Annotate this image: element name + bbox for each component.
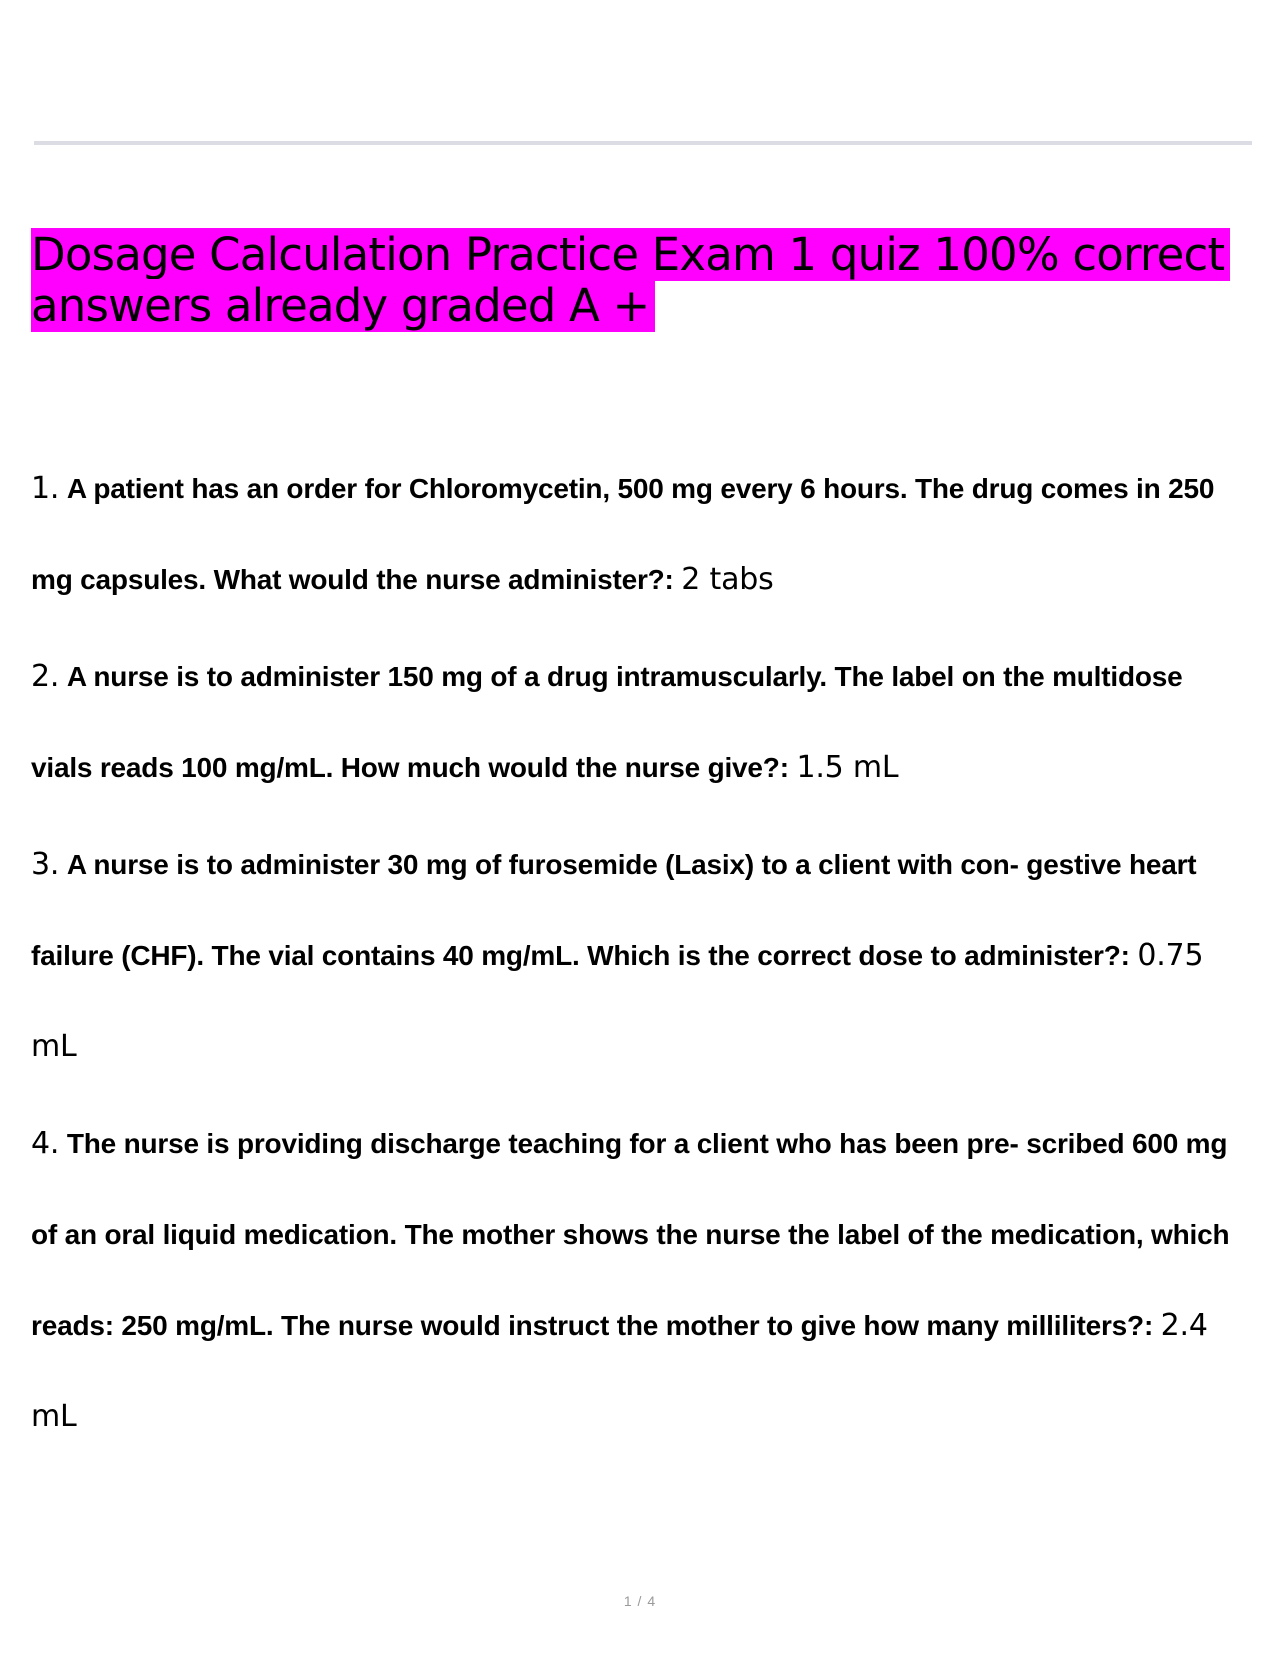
question-answer: 1.5 mL	[796, 750, 899, 785]
question-item	[31, 1098, 1251, 1462]
document-title-highlight: Dosage Calculation Practice Exam 1 quiz 100% correct answers already graded A +	[31, 228, 1230, 332]
question-answer: 2 tabs	[681, 562, 774, 597]
question-text: The nurse is providing discharge teaching for a client who has been pre- scribed 600 mg of an oral liquid medication. The mother shows the nurse the label of the medication, which reads: 250 mg/mL. The nurse would instruct the mother to give how many milliliters?:	[31, 1128, 1230, 1341]
question-text: A patient has an order for Chloromycetin, 500 mg every 6 hours. The drug comes in 250 mg capsules. What would the nurse administer?:	[31, 473, 1215, 595]
question-text: A nurse is to administer 150 mg of a drug intramuscularly. The label on the multidose vials reads 100 mg/mL. How much would the nurse give?:	[31, 661, 1183, 783]
question-number: 2.	[31, 659, 60, 694]
question-answer: 0.75 mL	[31, 938, 1204, 1064]
page-indicator: 1 / 4	[623, 1593, 657, 1609]
header-divider	[34, 141, 1252, 145]
question-answer: 2.4 mL	[31, 1308, 1208, 1434]
question-item	[31, 819, 1251, 1092]
document-title	[31, 229, 1251, 331]
question-number: 3.	[31, 847, 60, 882]
question-item	[31, 443, 1251, 625]
question-text: A nurse is to administer 30 mg of furosemide (Lasix) to a client with con- gestive heart failure (CHF). The vial contains 40 mg/mL. Which is the correct dose to administer?:	[31, 849, 1197, 971]
question-number: 1.	[31, 471, 60, 506]
question-item	[31, 631, 1251, 813]
question-number: 4.	[31, 1126, 60, 1161]
question-list	[31, 443, 1251, 1468]
